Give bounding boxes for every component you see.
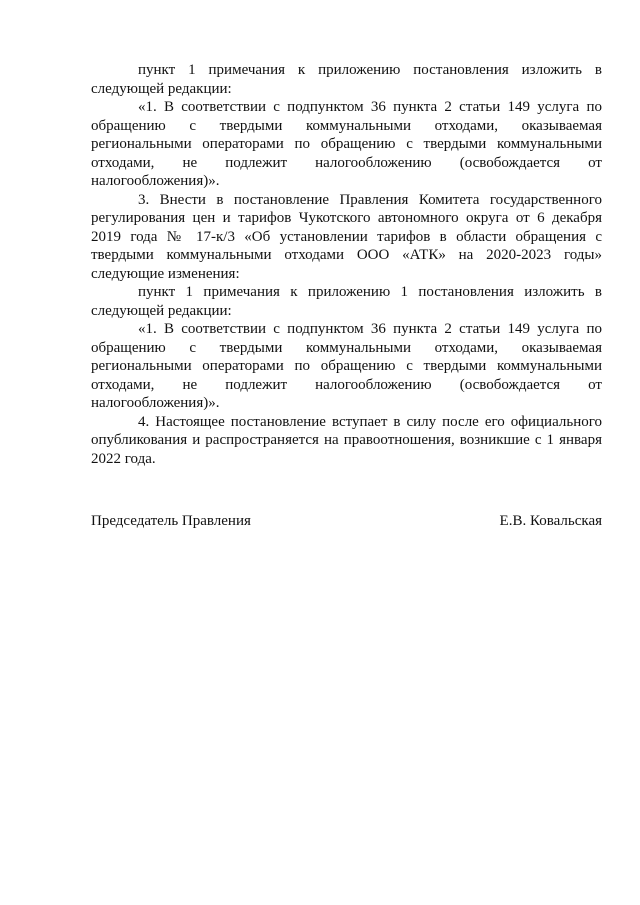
paragraph-item-3: 3. Внести в постановление Правления Комитета государственного регулирования цен и тарифов Чукотского автономного округа от 6 декабря 2019 года № 17-к/3 «Об установлении тарифов в области обращения с твердыми коммунальными отходами ООО «АТК» на 2020-2023 годы» следующие изменения: — [91, 191, 602, 282]
signature-block — [91, 512, 602, 531]
paragraph-item-3-quote: «1. В соответствии с подпунктом 36 пункта 2 статьи 149 услуга по обращению с твердыми коммунальными отходами, оказываемая региональными операторами по обращению с твердыми коммунальными отходами, не подлежит налогообложению (освобождается от налогообложения)». — [91, 321, 602, 411]
signatory-name: Е.В. Ковальская — [499, 513, 602, 529]
signatory-position: Председатель Правления — [91, 513, 251, 529]
paragraph-item-1-instruction: пункт 1 примечания к приложению постановления изложить в следующей редакции: — [91, 62, 602, 97]
document-body — [91, 61, 602, 468]
paragraph-item-1-quote: «1. В соответствии с подпунктом 36 пункта 2 статьи 149 услуга по обращению с твердыми коммунальными отходами, оказываемая региональными операторами по обращению с твердыми коммунальными отходами, не подлежит налогообложению (освобождается от налогообложения)». — [91, 99, 602, 189]
paragraph-item-4: 4. Настоящее постановление вступает в силу после его официального опубликования и распространяется на правоотношения, возникшие с 1 января 2022 года. — [91, 413, 602, 467]
paragraph-item-3-instruction: пункт 1 примечания к приложению 1 постановления изложить в следующей редакции: — [91, 284, 602, 319]
